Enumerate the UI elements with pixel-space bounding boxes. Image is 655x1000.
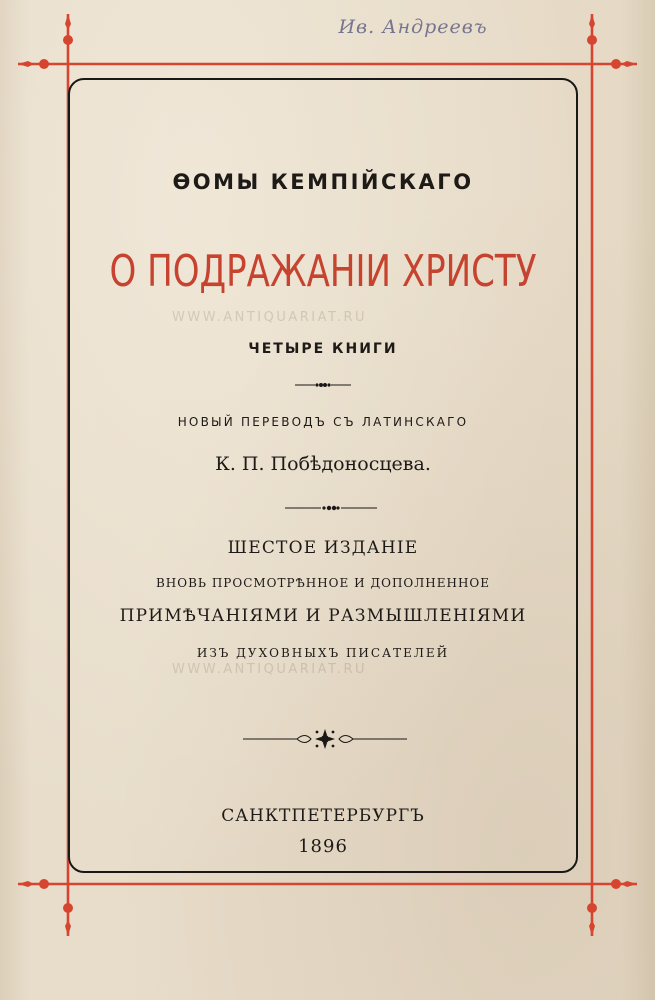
author-line: ѲОМЫ КЕМПІЙСКАГО (172, 170, 474, 194)
watermark-upper: WWW.ANTIQUARIAT.RU (172, 310, 368, 325)
notes-line: ПРИМѢЧАНІЯМИ И РАЗМЫШЛЕНІЯМИ (119, 606, 527, 626)
publication-city: САНКТПЕТЕРБУРГЪ (221, 806, 425, 826)
revised-line: ВНОВЬ ПРОСМОТРѢННОЕ И ДОПОЛНЕННОЕ (155, 576, 491, 590)
writers-line: ИЗЪ ДУХОВНЫХЪ ПИСАТЕЛЕЙ (196, 646, 450, 660)
small-ornament-divider-icon (293, 380, 353, 390)
edition-line: ШЕСТОЕ ИЗДАНІЕ (227, 538, 419, 558)
floral-ornament-icon (241, 728, 409, 750)
translation-note: НОВЫЙ ПЕРЕВОДЪ СЪ ЛАТИНСКАГО (177, 415, 469, 429)
translator-name: К. П. Побѣдоносцева. (215, 453, 431, 475)
handwritten-owner-signature: Ив. Андреевъ (338, 16, 488, 38)
inner-black-frame (68, 78, 578, 873)
watermark-lower: WWW.ANTIQUARIAT.RU (172, 662, 368, 677)
publication-year: 1896 (298, 836, 348, 857)
subtitle-four-books: ЧЕТЫРЕ КНИГИ (248, 341, 398, 357)
book-title: О ПОДРАЖАНІИ ХРИСТУ (109, 246, 537, 297)
ornament-divider-icon (283, 503, 379, 513)
